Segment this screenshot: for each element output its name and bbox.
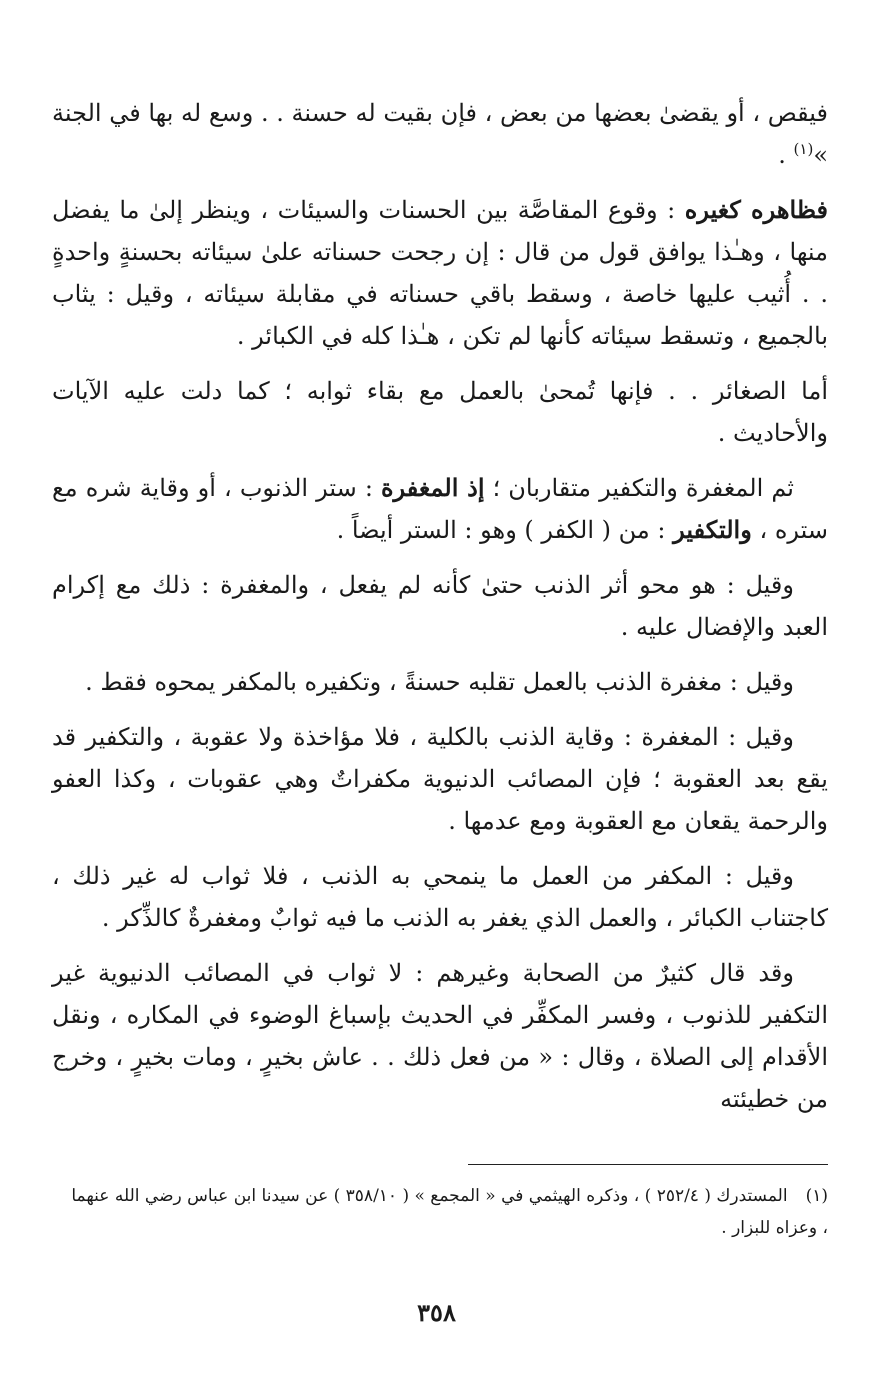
paragraph-8: وقيل : المكفر من العمل ما ينمحي به الذنب ، فلا ثواب له غير ذلك ، كاجتناب الكبائر ، والعمل الذي يغفر به الذنب ما فيه ثوابٌ ومغفرةٌ كالذِّكر . (52, 862, 828, 932)
footnote-reference[interactable]: (١) (793, 140, 814, 158)
footnote-divider (468, 1164, 828, 1165)
footnote-text: المستدرك ( ٢٥٢/٤ ) ، وذكره الهيثمي في « المجمع » ( ٣٥٨/١٠ ) عن سيدنا ابن عباس رضي الله عنهما ، وعزاه للبزار . (71, 1186, 828, 1238)
paragraph-4-a: ثم المغفرة والتكفير متقاربان ؛ (484, 474, 794, 502)
paragraph-1 (52, 92, 828, 176)
paragraph-7: وقيل : المغفرة : وقاية الذنب بالكلية ، فلا مؤاخذة ولا عقوبة ، والتكفير قد يقع بعد العقوبة ؛ فإن المصائب الدنيوية مكفراتٌ وهي عقوبات ، وكذا العفو والرحمة يقعان مع العقوبة ومع عدمها . (52, 723, 828, 835)
paragraph-5: وقيل : هو محو أثر الذنب حتىٰ كأنه لم يفعل ، والمغفرة : ذلك مع إكرام العبد والإفضال عليه . (52, 571, 828, 641)
paragraph-4 (52, 467, 828, 551)
page-body (52, 92, 828, 1133)
paragraph-2-text: : وقوع المقاصَّة بين الحسنات والسيئات ، وينظر إلىٰ ما يفضل منها ، وهـٰذا يوافق قول من قال : إن رجحت حسناته علىٰ سيئاته بحسنةٍ واحدةٍ . . أُثيب عليها خاصة ، وسقط باقي حسناته في مقابلة سيئاته ، وقيل : يثاب بالجميع ، وتسقط سيئاته كأنها لم تكن ، هـٰذا كله في الكبائر . (52, 196, 828, 350)
paragraph-3: أما الصغائر . . فإنها تُمحىٰ بالعمل مع بقاء ثوابه ؛ كما دلت عليه الآيات والأحاديث . (52, 377, 828, 447)
paragraph-9: وقد قال كثيرٌ من الصحابة وغيرهم : لا ثواب في المصائب الدنيوية غير التكفير للذنوب ، وفسر المكفِّر في الحديث بإسباغ الوضوء في المكاره ، ونقل الأقدام إلى الصلاة ، وقال : « من فعل ذلك . . عاش بخيرٍ ، ومات بخيرٍ ، وخرج من خطيئته (52, 959, 828, 1113)
paragraph-4-e: : من ( الكفر ) وهو : الستر أيضاً . (336, 516, 674, 544)
paragraph-2 (52, 189, 828, 357)
paragraph-4-c: : ستر الذنوب ، أو وقاية شره مع ستره ، (52, 474, 828, 544)
paragraph-1-tail: . (778, 141, 794, 169)
footnote-number: (١) (805, 1186, 828, 1206)
footnote (70, 1180, 828, 1244)
paragraph-6: وقيل : مغفرة الذنب بالعمل تقلبه حسنةً ، وتكفيره بالمكفر يمحوه فقط . (85, 668, 794, 696)
paragraph-1-text: فيقص ، أو يقضىٰ بعضها من بعض ، فإن بقيت له حسنة . . وسع له بها في الجنة » (52, 99, 828, 169)
paragraph-4-term-maghfira: إذ المغفرة (380, 473, 485, 502)
page-number: ٣٥٨ (417, 1298, 456, 1327)
paragraph-2-lead: فظاهره كغيره (684, 195, 828, 224)
paragraph-4-term-takfir: والتكفير (673, 515, 752, 544)
